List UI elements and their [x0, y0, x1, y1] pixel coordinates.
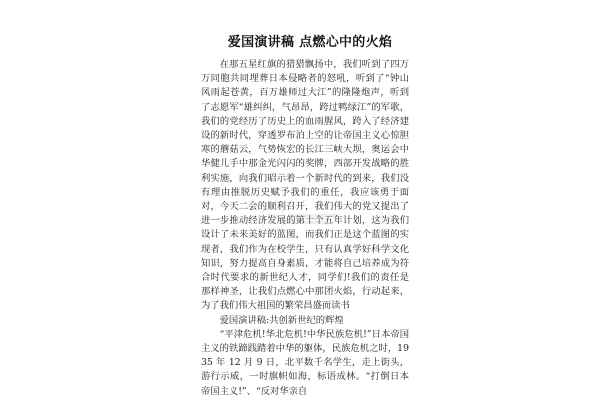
document-title: 爱国演讲稿 点燃心中的火焰 [227, 35, 393, 50]
body-paragraph: 在那五星红旗的猎猎飘扬中，我们听到了四万万同胞共同埋葬日本侵略者的怒吼，听到了“钟山风雨起苍黄，百万雄师过大江”的隆隆炮声，听到了志愿军“雄纠纠，气昂昂，跨过鸭绿江”的军歌，我们的党经历了历史上的血雨腥风，跨入了经济建设的新时代，穿透罗布泊上空的让帝国主义心惊胆寒的蘑菇云，气势恢宏的长江三峡大坝，奥运会中华健儿手中那金光闪闪的奖牌，西部开发战略的胜利实施，向我们昭示着一个新时代的到来，我们没有理由推脱历史赋予我们的重任，我应该勇于面对，今天二会的顺利召开，我们伟大的党又提出了进一步推动经济发展的第十个五年计划，这为我们设计了未来美好的蓝图，而我们正是这个蓝图的实现者，我们作为在校学生，只有认真学好科学文化知识，努力提高自身素质，才能将自己培养成为符合时代要求的新世纪人才，同学们!我们的责任是那样神圣，让我们点燃心中那团火焰，行动起来，为了我们伟大祖国的繁荣昌盛而读书 [201, 59, 409, 312]
body-paragraph: “平津危机!华北危机!中华民族危机!”日本帝国主义的铁蹄践踏着中华的躯体，民族危机之时，1935 年 12 月 9 日，北平数千名学生，走上街头，游行示威，一时旗帜如海，标语成林。“打倒日本帝国主义!”、“反对华亲自 [201, 328, 409, 397]
text-column [201, 34, 409, 399]
section-subheading: 爱国演讲稿:共创新世纪的辉煌 [219, 314, 344, 326]
